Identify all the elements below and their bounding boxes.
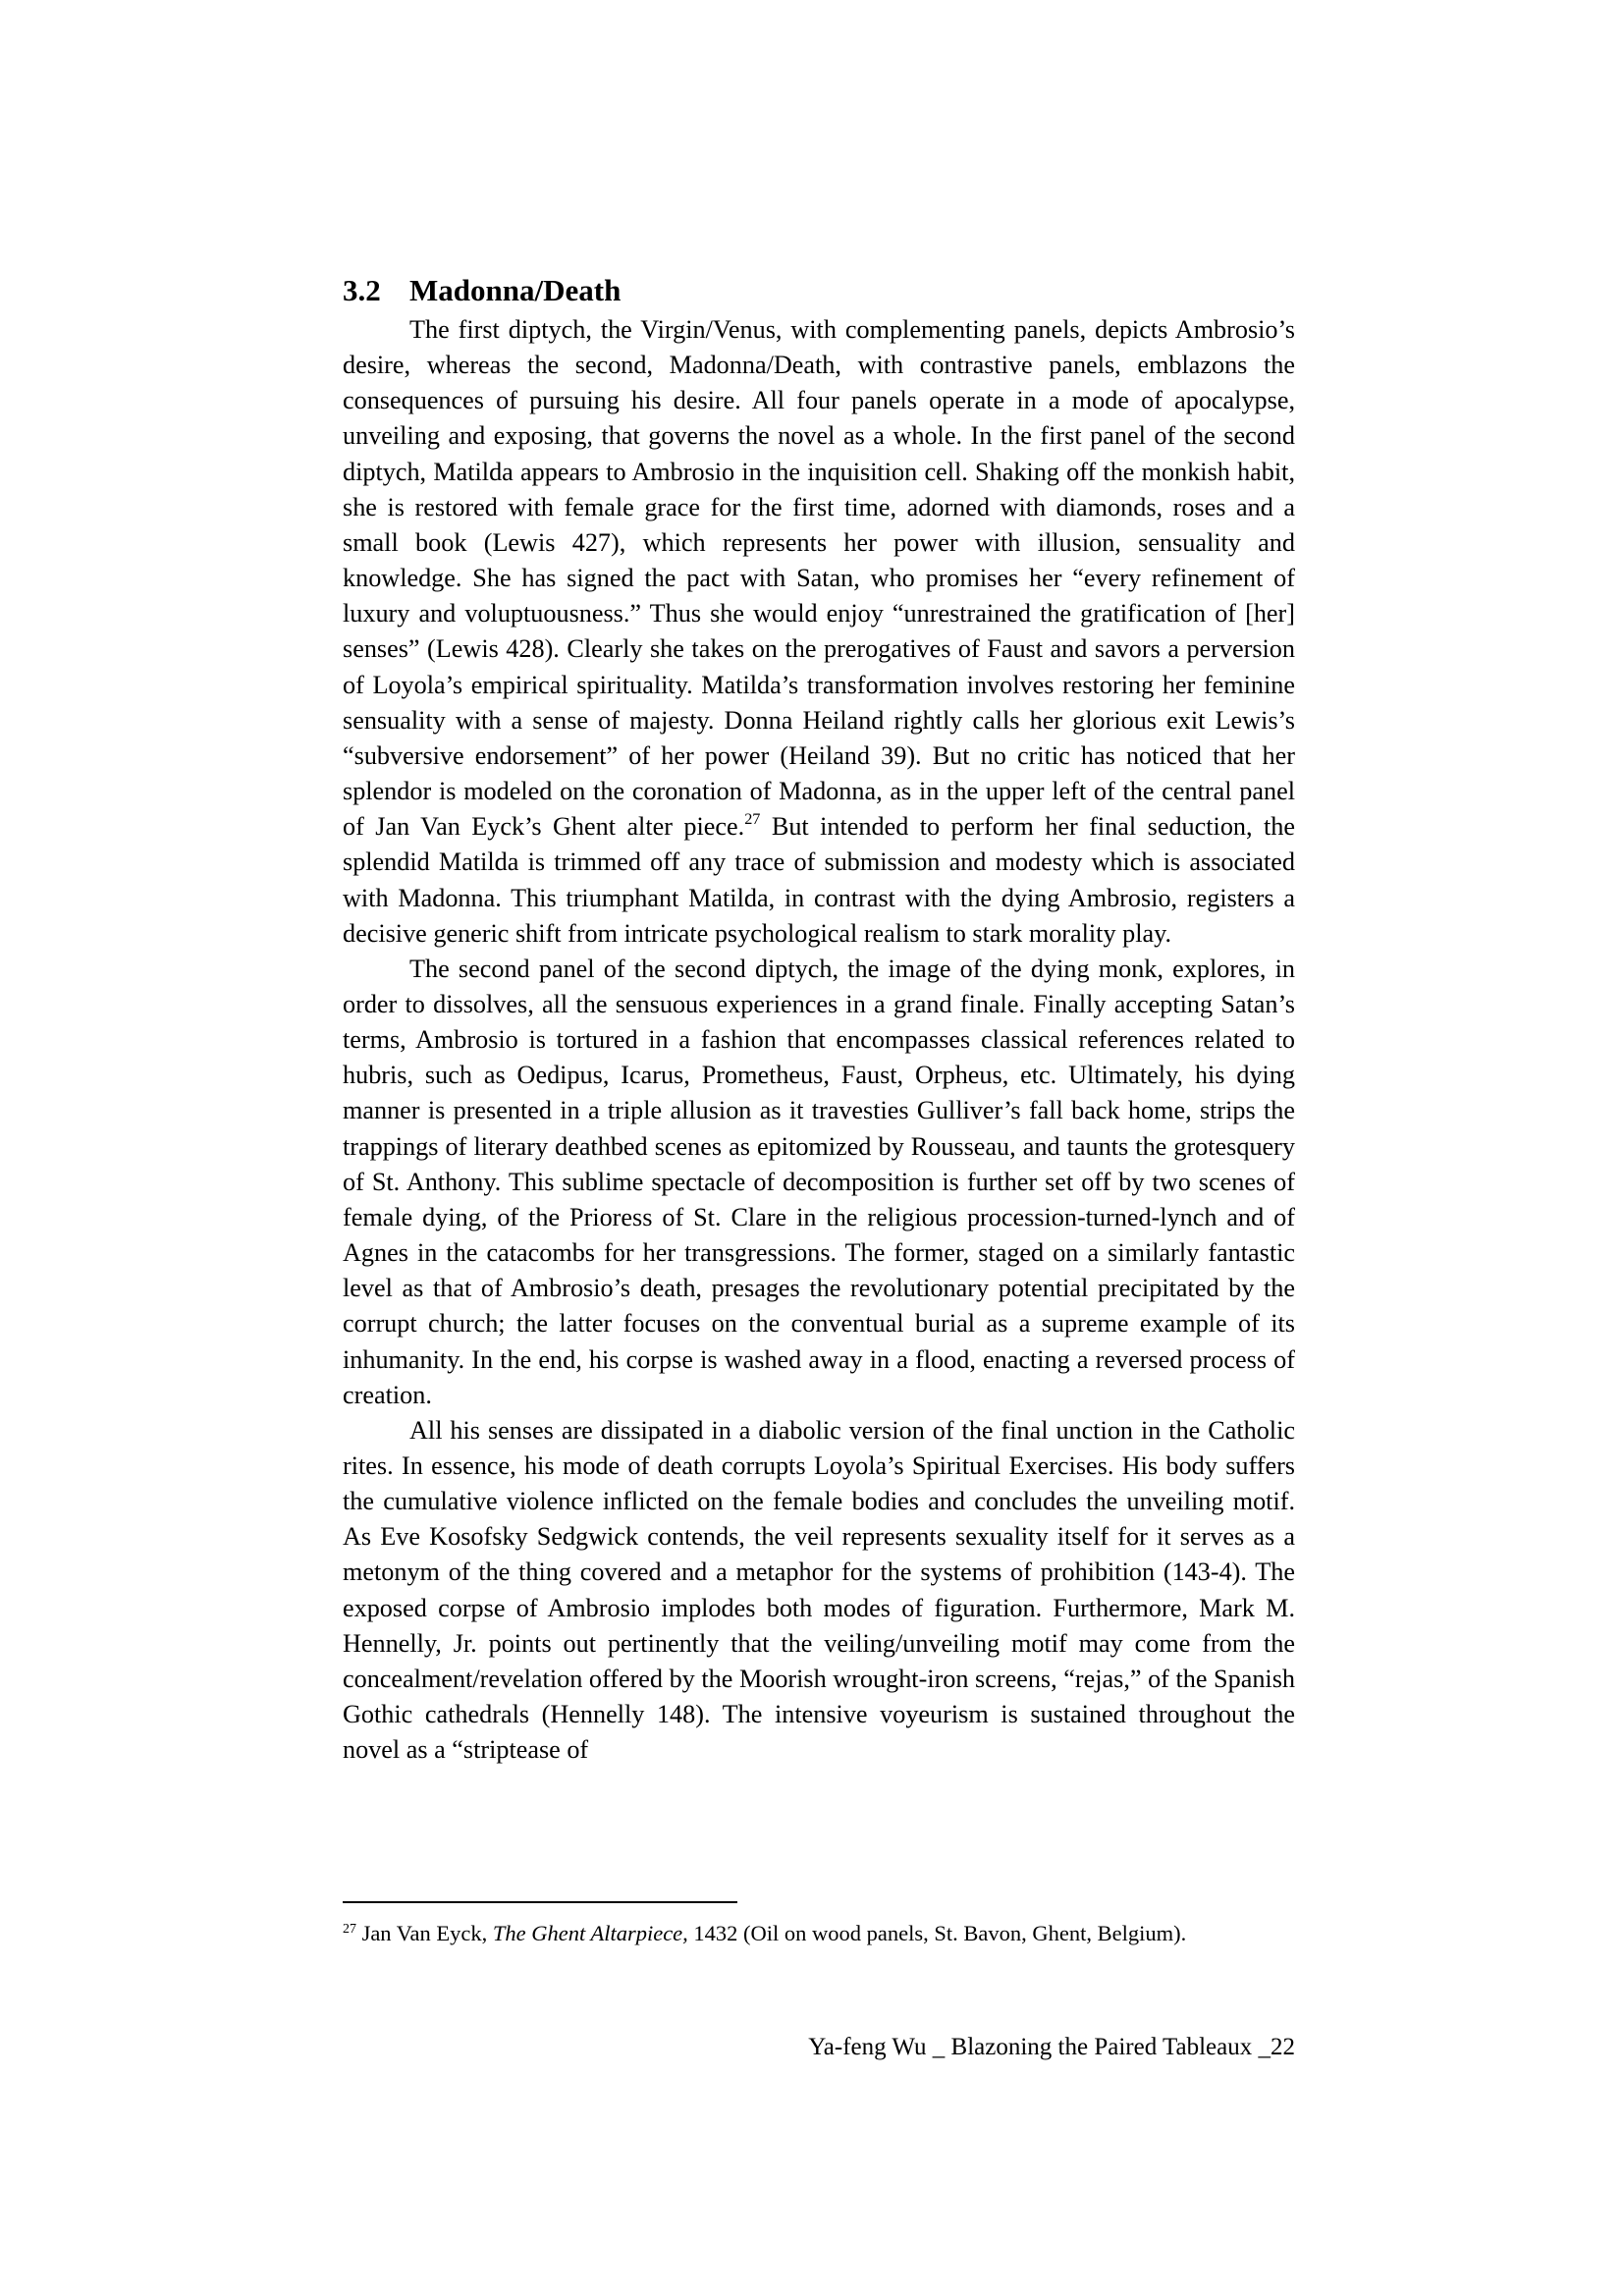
footnote-reference[interactable]: 27	[744, 809, 761, 828]
paragraph-2: The second panel of the second diptych, the image of the dying monk, explores, in order to dissolves, all the sensuous experiences in a grand finale. Finally accepting Satan’s terms, Ambrosio is tortured in a fashion that encompasses classical references related to hubris, such as Oedipus, Icarus, Prometheus, Faust, Orpheus, etc. Ultimately, his dying manner is presented in a triple allusion as it travesties Gulliver’s fall back home, strips the trappings of literary deathbed scenes as epitomized by Rousseau, and taunts the grotesquery of St. Anthony. This sublime spectacle of decomposition is further set off by two scenes of female dying, of the Prioress of St. Clare in the religious procession-turned-lynch and of Agnes in the catacombs for her transgressions. The former, staged on a similarly fantastic level as that of Ambrosio’s death, presages the revolutionary potential precipitated by the corrupt church; the latter focuses on the conventual burial as a supreme example of its inhumanity. In the end, his corpse is washed away in a flood, enacting a reversed process of creation.	[343, 954, 1295, 1409]
footnote-author: Jan Van Eyck,	[355, 1921, 493, 1945]
footnote-details: 1432 (Oil on wood panels, St. Bavon, Ghent, Belgium).	[687, 1921, 1187, 1945]
page-body	[343, 271, 1295, 1768]
body-text	[343, 312, 1295, 1768]
running-footer: Ya-feng Wu _ Blazoning the Paired Tableaux _22	[808, 2034, 1295, 2060]
paragraph-3: All his senses are dissipated in a diabolic version of the final unction in the Catholic rites. In essence, his mode of death corrupts Loyola’s Spiritual Exercises. His body suffers the cumulative violence inflicted on the female bodies and concludes the unveiling motif. As Eve Kosofsky Sedgwick contends, the veil represents sexuality itself for it serves as a metonym of the thing covered and a metaphor for the systems of prohibition (143-4). The exposed corpse of Ambrosio implodes both modes of figuration. Furthermore, Mark M. Hennelly, Jr. points out pertinently that the veiling/unveiling motif may come from the concealment/revelation offered by the Moorish wrought-iron screens, “rejas,” of the Spanish Gothic cathedrals (Hennelly 148). The intensive voyeurism is sustained throughout the novel as a “striptease of	[343, 1415, 1295, 1765]
footnote-separator	[343, 1901, 737, 1903]
footnote	[343, 1919, 1305, 1948]
section-heading	[343, 271, 1295, 310]
footnote-work-title: The Ghent Altarpiece,	[492, 1921, 688, 1945]
paragraph-1-text-after-note: But intended to perform her final seduction, the splendid Matilda is trimmed off any trace of submission and modesty which is associated with Madonna. This triumphant Matilda, in contrast with the dying Ambrosio, registers a decisive generic shift from intricate psychological realism to stark morality play.	[343, 812, 1295, 948]
paragraph-1	[343, 312, 1295, 952]
paragraph-1-text-before-note: The first diptych, the Virgin/Venus, with complementing panels, depicts Ambrosio’s desire, whereas the second, Madonna/Death, with contrastive panels, emblazons the consequences of pursuing his desire. All four panels operate in a mode of apocalypse, unveiling and exposing, that governs the novel as a whole. In the first panel of the second diptych, Matilda appears to Ambrosio in the inquisition cell. Shaking off the monkish habit, she is restored with female grace for the first time, adorned with diamonds, roses and a small book (Lewis 427), which represents her power with illusion, sensuality and knowledge. She has signed the pact with Satan, who promises her “every refinement of luxury and voluptuousness.” Thus she would enjoy “unrestrained the gratification of [her] senses” (Lewis 428). Clearly she takes on the prerogatives of Faust and savors a perversion of Loyola’s empirical spirituality. Matilda’s transformation involves restoring her feminine sensuality with a sense of majesty. Donna Heiland rightly calls her glorious exit Lewis’s “subversive endorsement” of her power (Heiland 39). But no critic has noticed that her splendor is modeled on the coronation of Madonna, as in the upper left of the central panel of Jan Van Eyck’s Ghent alter piece.	[343, 315, 1295, 842]
section-title: Madonna/Death	[409, 273, 622, 307]
section-number: 3.2	[343, 273, 381, 307]
footnote-number: 27	[343, 1921, 356, 1937]
